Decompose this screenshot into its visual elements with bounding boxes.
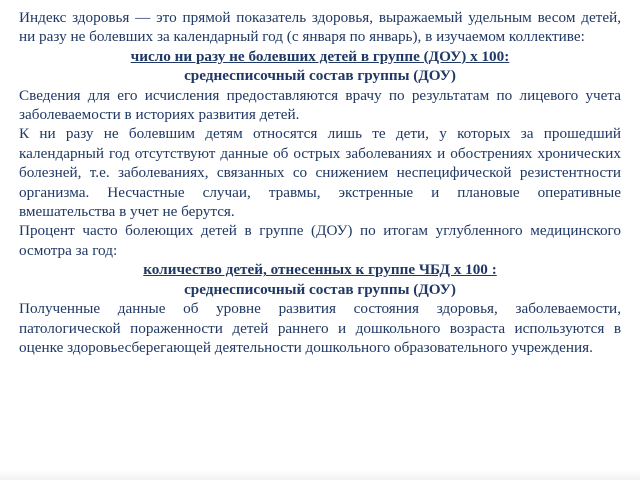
health-index-formula-denominator: среднесписочный состав группы (ДОУ): [184, 67, 456, 85]
frequently-ill-percent-paragraph: Процент часто болеющих детей в группе (ДОУ) по итогам углубленного медицинского осмотра за год:: [19, 222, 621, 259]
conclusion-paragraph: Полученные данные об уровне развития состояния здоровья, заболеваемости, патологической пораженности детей раннего и дошкольного возраста используются в оценке здоровьесберегающей деятельности дошкольного образовательного учреждения.: [19, 300, 621, 356]
text-body: [19, 8, 621, 357]
frequently-ill-formula-denominator: среднесписочный состав группы (ДОУ): [184, 280, 456, 298]
health-index-formula-numerator: число ни разу не болевших детей в группе (ДОУ) х 100:: [130, 47, 510, 65]
never-ill-criteria-paragraph: К ни разу не болевшим детям относятся лишь те дети, у которых за прошедший календарный год отсутствуют данные об острых заболеваниях и обострениях хронических болезней, т.е. заболеваниях, связанных со снижением неспецифической резистентности организма. Несчастные случаи, травмы, экстренные и плановые оперативные вмешательства в учет не берутся.: [19, 125, 621, 221]
health-index-definition: Индекс здоровья — это прямой показатель здоровья, выражаемый удельным весом детей, ни разу не болевших за календарный год (с января по январь), в изучаемом коллективе:: [19, 9, 621, 46]
data-source-paragraph: Сведения для его исчисления предоставляются врачу по результатам по лицевого учета заболеваемости в историях развития детей.: [19, 86, 621, 124]
health-index-formula: [19, 47, 621, 86]
frequently-ill-formula: [19, 260, 621, 299]
frequently-ill-formula-numerator: количество детей, отнесенных к группе ЧБД х 100 :: [143, 261, 497, 279]
